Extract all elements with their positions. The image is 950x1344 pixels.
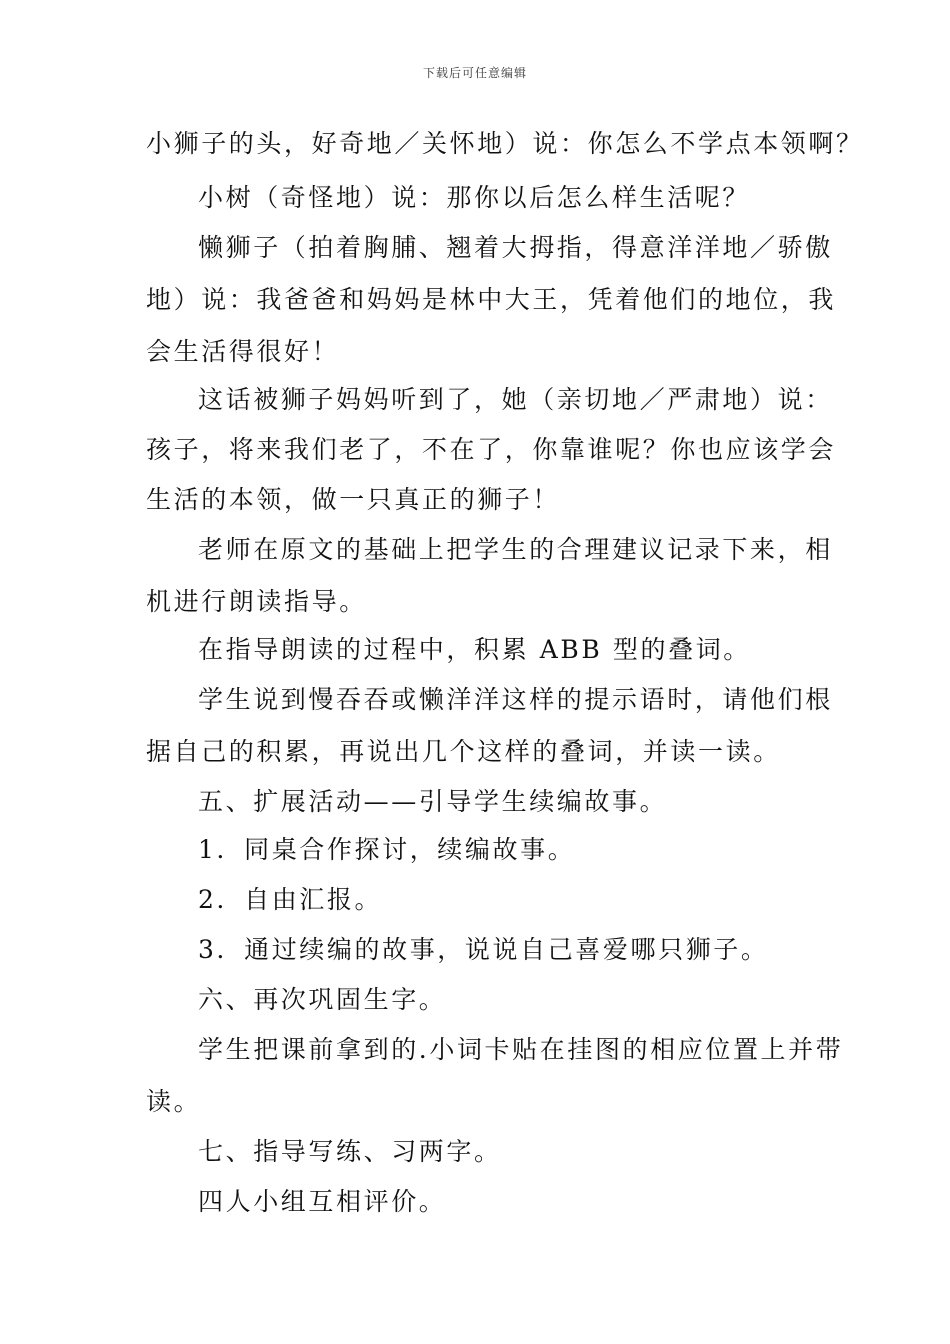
text-line: 机进行朗读指导。 <box>146 587 367 616</box>
text-line: 小狮子的头，好奇地／关怀地）说：你怎么不学点本领啊？ <box>146 129 864 158</box>
text-line: 3．通过续编的故事，说说自己喜爱哪只狮子。 <box>198 935 769 964</box>
text-line: 学生说到慢吞吞或懒洋洋这样的提示语时，请他们根 <box>198 685 833 714</box>
text-line: 地）说：我爸爸和妈妈是林中大王，凭着他们的地位，我 <box>146 285 837 314</box>
text-line: 据自己的积累，再说出几个这样的叠词，并读一读。 <box>146 737 781 766</box>
text-line: 孩子，将来我们老了，不在了，你靠谁呢？你也应该学会 <box>146 435 837 464</box>
text-line: 懒狮子（拍着胸脯、翘着大拇指，得意洋洋地／骄傲 <box>198 233 833 262</box>
text-line: 读。 <box>146 1087 202 1116</box>
header-note: 下载后可任意编辑 <box>422 66 527 80</box>
text-line: 1．同桌合作探讨，续编故事。 <box>198 835 576 864</box>
text-line: 生活的本领，做一只真正的狮子！ <box>146 485 561 514</box>
text-line: 六、再次巩固生字。 <box>198 985 447 1014</box>
text-line: 小树（奇怪地）说：那你以后怎么样生活呢？ <box>198 183 751 212</box>
text-line: 这话被狮子妈妈听到了，她（亲切地／严肃地）说： <box>198 385 833 414</box>
text-line: 老师在原文的基础上把学生的合理建议记录下来，相 <box>198 535 833 564</box>
text-line: 学生把课前拿到的.小词卡贴在挂图的相应位置上并带 <box>198 1035 844 1064</box>
text-line: 七、指导写练、习两字。 <box>198 1137 502 1166</box>
text-line: 会生活得很好！ <box>146 337 340 366</box>
text-line: 2．自由汇报。 <box>198 885 383 914</box>
text-line: 四人小组互相评价。 <box>198 1187 447 1216</box>
text-line: 在指导朗读的过程中，积累 ABB 型的叠词。 <box>198 635 751 664</box>
text-line: 五、扩展活动——引导学生续编故事。 <box>198 787 668 816</box>
